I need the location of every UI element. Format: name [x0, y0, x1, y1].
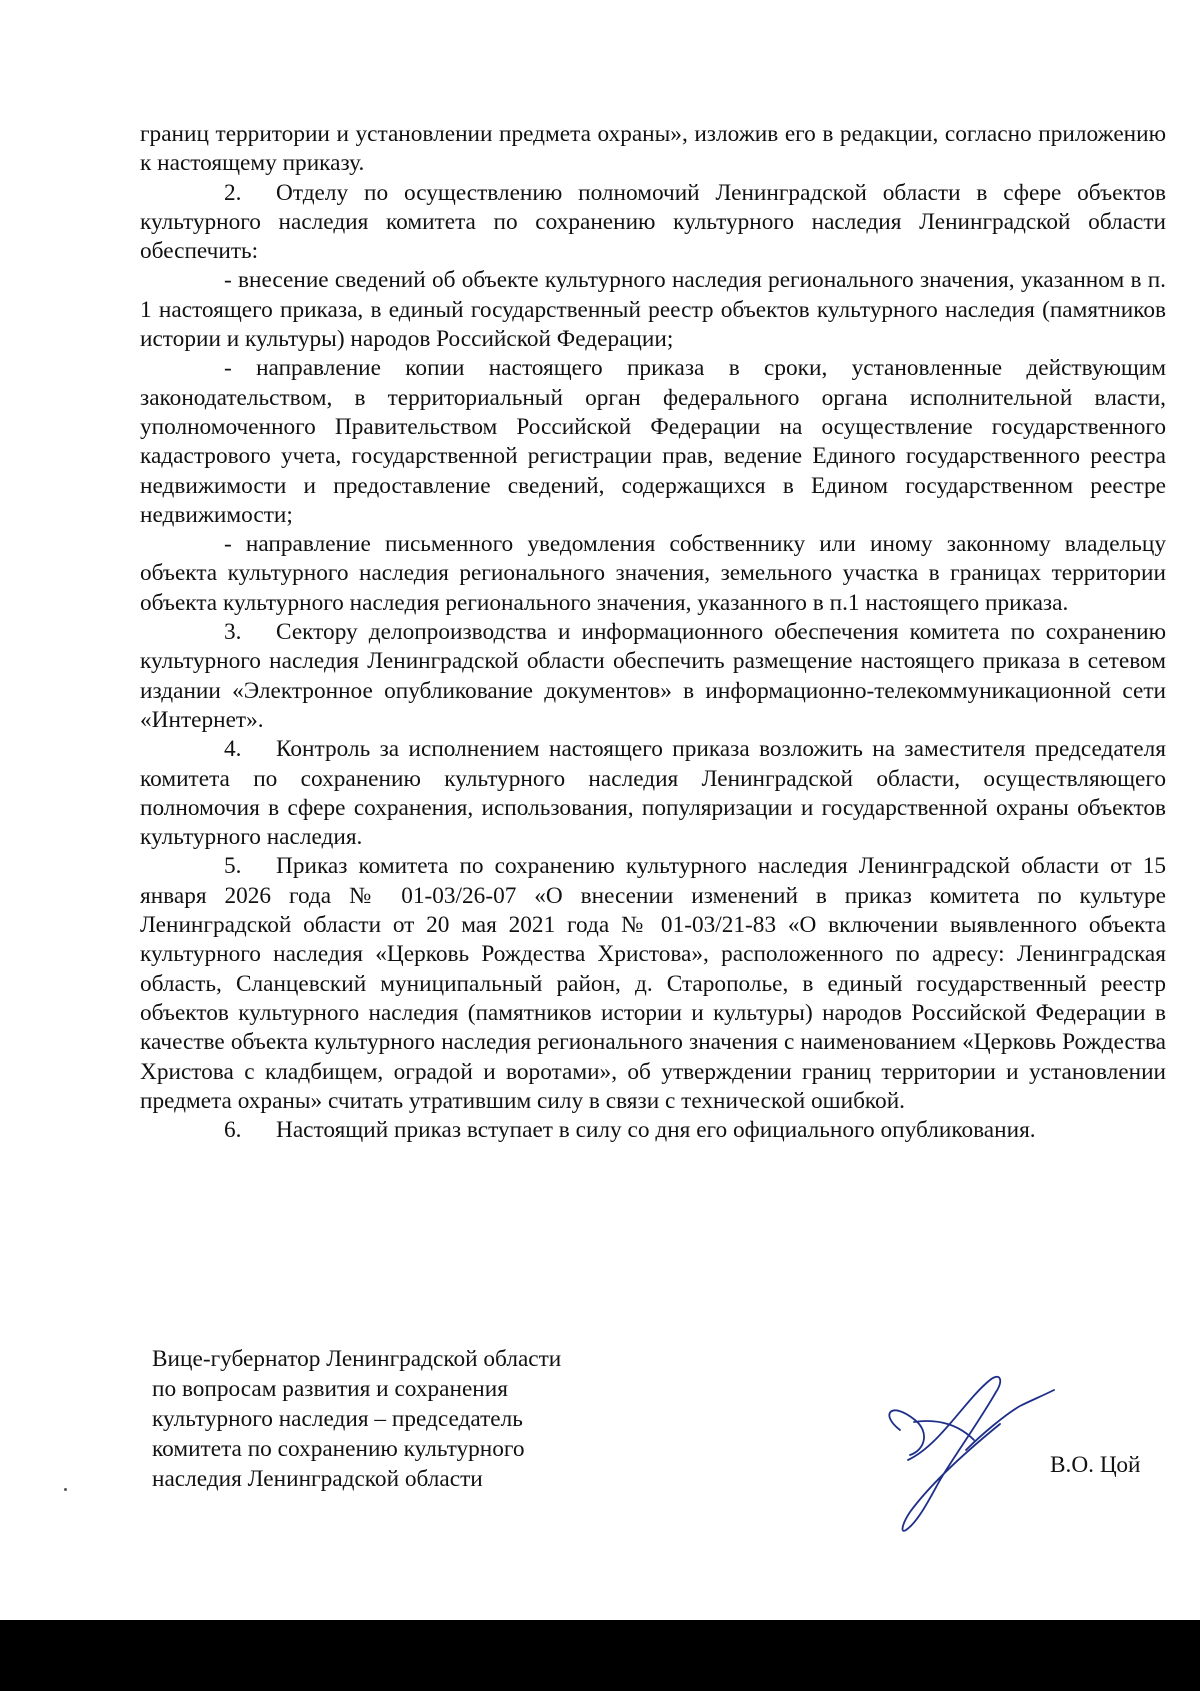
- position-line: культурного наследия – председатель: [152, 1406, 523, 1432]
- bullet-item: - направление копии настоящего приказа в сроки, установленные действующим законодательством, в территориальный орган федерального органа исполнительной власти, уполномоченного Правительством Российской Федерации на осуществление государственного кадастрового учета, государственной регистрации прав, ведение Единого государственного реестра недвижимости и предоставление сведений, содержащихся в Едином государственном реестре недвижимости;: [140, 355, 1166, 528]
- scan-bottom-border: [0, 1620, 1200, 1691]
- numbered-item-5: [140, 852, 1166, 1116]
- item-number: 2.: [224, 179, 242, 206]
- position-line: наследия Ленинградской области: [152, 1466, 483, 1492]
- signature-stroke: [889, 1410, 924, 1455]
- continuation-paragraph: границ территории и установлении предмета охраны», изложив его в редакции, согласно приложению к настоящему приказу.: [140, 121, 1166, 177]
- item-text: Контроль за исполнением настоящего приказа возложить на заместителя председателя комитета по сохранению культурного наследия Ленинградской области, осуществляющего полномочия в сфере сохранения, использования, популяризации и государственной охраны объектов культурного наследия.: [140, 736, 1166, 851]
- position-line: по вопросам развития и сохранения: [152, 1376, 508, 1402]
- bullet-item: - внесение сведений об объекте культурного наследия регионального значения, указанном в п. 1 настоящего приказа, в единый государственный реестр объектов культурного наследия (памятников истории и культуры) народов Российской Федерации;: [140, 267, 1166, 353]
- numbered-item-6: [140, 1116, 1166, 1145]
- scan-artifact: [64, 1488, 67, 1491]
- item-text: Отделу по осуществлению полномочий Ленинградской области в сфере объектов культурного наследия комитета по сохранению культурного наследия Ленинградской области обеспечить:: [140, 179, 1166, 265]
- item-text: Сектору делопроизводства и информационного обеспечения комитета по сохранению культурного наследия Ленинградской области обеспечить размещение настоящего приказа в сетевом издании «Электронное опубликование документов» в информационно-телекоммуникационной сети «Интернет».: [140, 619, 1166, 733]
- item-number: 5.: [224, 853, 242, 880]
- item-number: 3.: [224, 619, 242, 646]
- signatory-name: В.О. Цой: [1050, 1452, 1141, 1478]
- item-number: 4.: [224, 736, 242, 763]
- position-line: Вице-губернатор Ленинградской области: [152, 1346, 562, 1372]
- numbered-item-4: [140, 735, 1166, 852]
- item-text: Приказ комитета по сохранению культурного наследия Ленинградской области от 15 января 2026 года № 01-03/26-07 «О внесении изменений в приказ комитета по культуре Ленинградской области от 20 мая 2021 года № 01-03/21-83 «О включении выявленного объекта культурного наследия «Церковь Рождества Христова», расположенного по адресу: Ленинградская область, Сланцевский муниципальный район, д. Старополье, в единый государственный реестр объектов культурного наследия (памятников истории и культуры) народов Российской Федерации в качестве объекта культурного наследия регионального значения с наименованием «Церковь Рождества Христова с кладбищем, оградой и воротами», об утверждении границ территории и установлении предмета охраны» считать утратившим силу в связи с технической ошибкой.: [140, 853, 1166, 1114]
- numbered-item-2: [140, 179, 1166, 267]
- position-line: комитета по сохранению культурного: [152, 1436, 525, 1462]
- signature-strokes: [889, 1377, 1054, 1531]
- handwritten-signature: [870, 1360, 1070, 1540]
- signature-stroke: [903, 1424, 1000, 1531]
- signatory-position: [152, 1344, 672, 1494]
- bullet-item: - направление письменного уведомления собственнику или иному законному владельцу объекта культурного наследия регионального значения, земельного участка в границах территории объекта культурного наследия регионального значения, указанного в п.1 настоящего приказа.: [140, 531, 1166, 616]
- item-number: 6.: [224, 1117, 242, 1144]
- document-body: [140, 120, 1166, 1145]
- item-text: Настоящий приказ вступает в силу со дня его официального опубликования.: [276, 1117, 1036, 1144]
- numbered-item-3: [140, 618, 1166, 735]
